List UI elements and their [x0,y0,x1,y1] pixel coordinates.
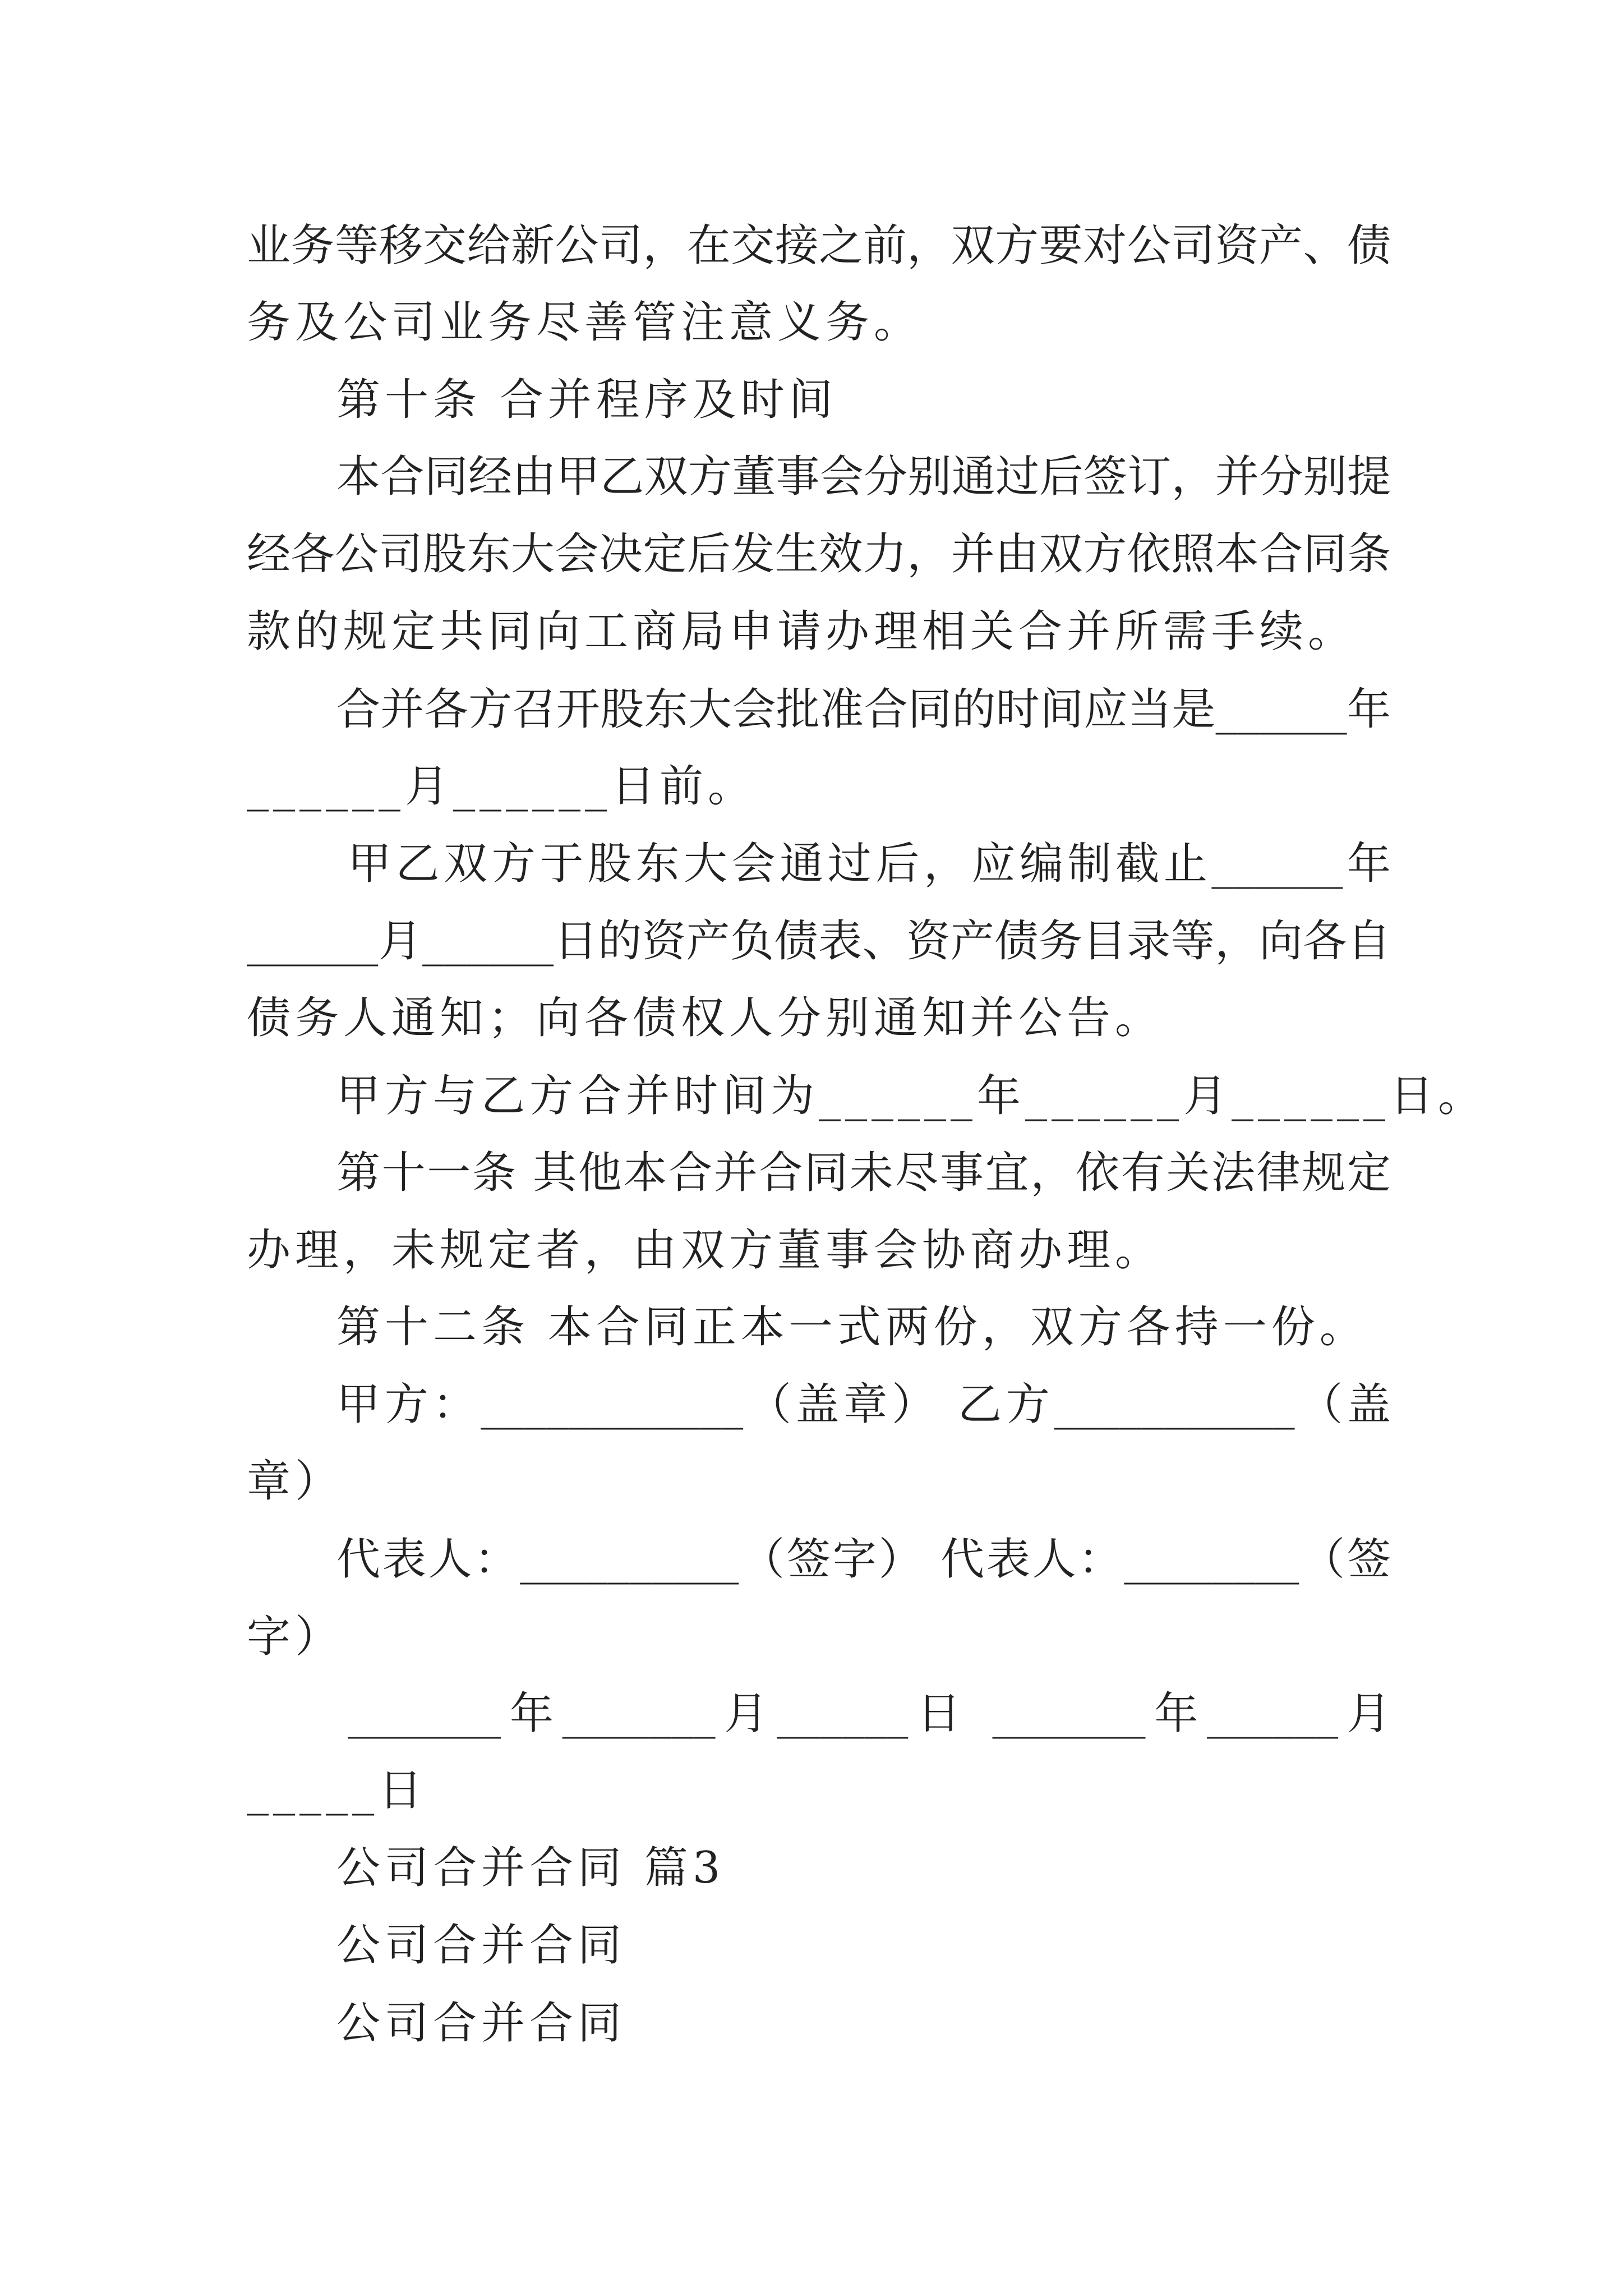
section-heading: 第十二条 本合同正本一式两份，双方各持一份。 [336,1302,1368,1352]
section-heading: 第十一条 其他本合并合同未尽事宜，依有关法律规定 [336,1148,1391,1198]
signature-date-line: _____日 [247,1765,427,1816]
paragraph-line: 合并各方召开股东大会批准合同的时间应当是______年 [336,684,1391,735]
article-subtitle: 公司合并合同 [336,1998,626,2049]
signature-line-party: 章） [247,1456,344,1507]
signature-line-representative: 代表人：__________（签字） 代表人：________（签 [336,1534,1391,1585]
signature-line-party: 甲方：____________（盖章） 乙方___________（盖 [336,1379,1391,1430]
signature-line-representative: 字） [247,1612,344,1662]
paragraph-line: 经各公司股东大会决定后发生效力，并由双方依照本合同条 [247,529,1391,579]
paragraph-line: 务及公司业务尽善管注意义务。 [247,297,923,348]
paragraph-line: ______月______日前。 [247,761,757,812]
paragraph-line: 甲乙双方于股东大会通过后，应编制截止______年 [348,839,1391,889]
paragraph-line: 办理，未规定者，由双方董事会协商办理。 [247,1225,1164,1276]
paragraph-line: ______月______日的资产负债表、资产债务目录等，向各自 [247,916,1391,967]
signature-date-line: _______年_______月______日 _______年______月 [348,1688,1391,1739]
paragraph-line: 甲方与乙方合并时间为______年______月______日。 [336,1071,1487,1121]
paragraph-line: 本合同经由甲乙双方董事会分别通过后签订，并分别提 [336,452,1391,502]
paragraph-line: 业务等移交给新公司，在交接之前，双方要对公司资产、债 [247,220,1391,271]
article-title: 公司合并合同 篇3 [336,1843,725,1893]
paragraph-line: 款的规定共同向工商局申请办理相关合并所需手续。 [247,606,1357,657]
article-subtitle: 公司合并合同 [336,1920,626,1971]
paragraph-line: 债务人通知；向各债权人分别通知并公告。 [247,993,1164,1043]
section-heading: 第十条 合并程序及时间 [336,375,837,425]
